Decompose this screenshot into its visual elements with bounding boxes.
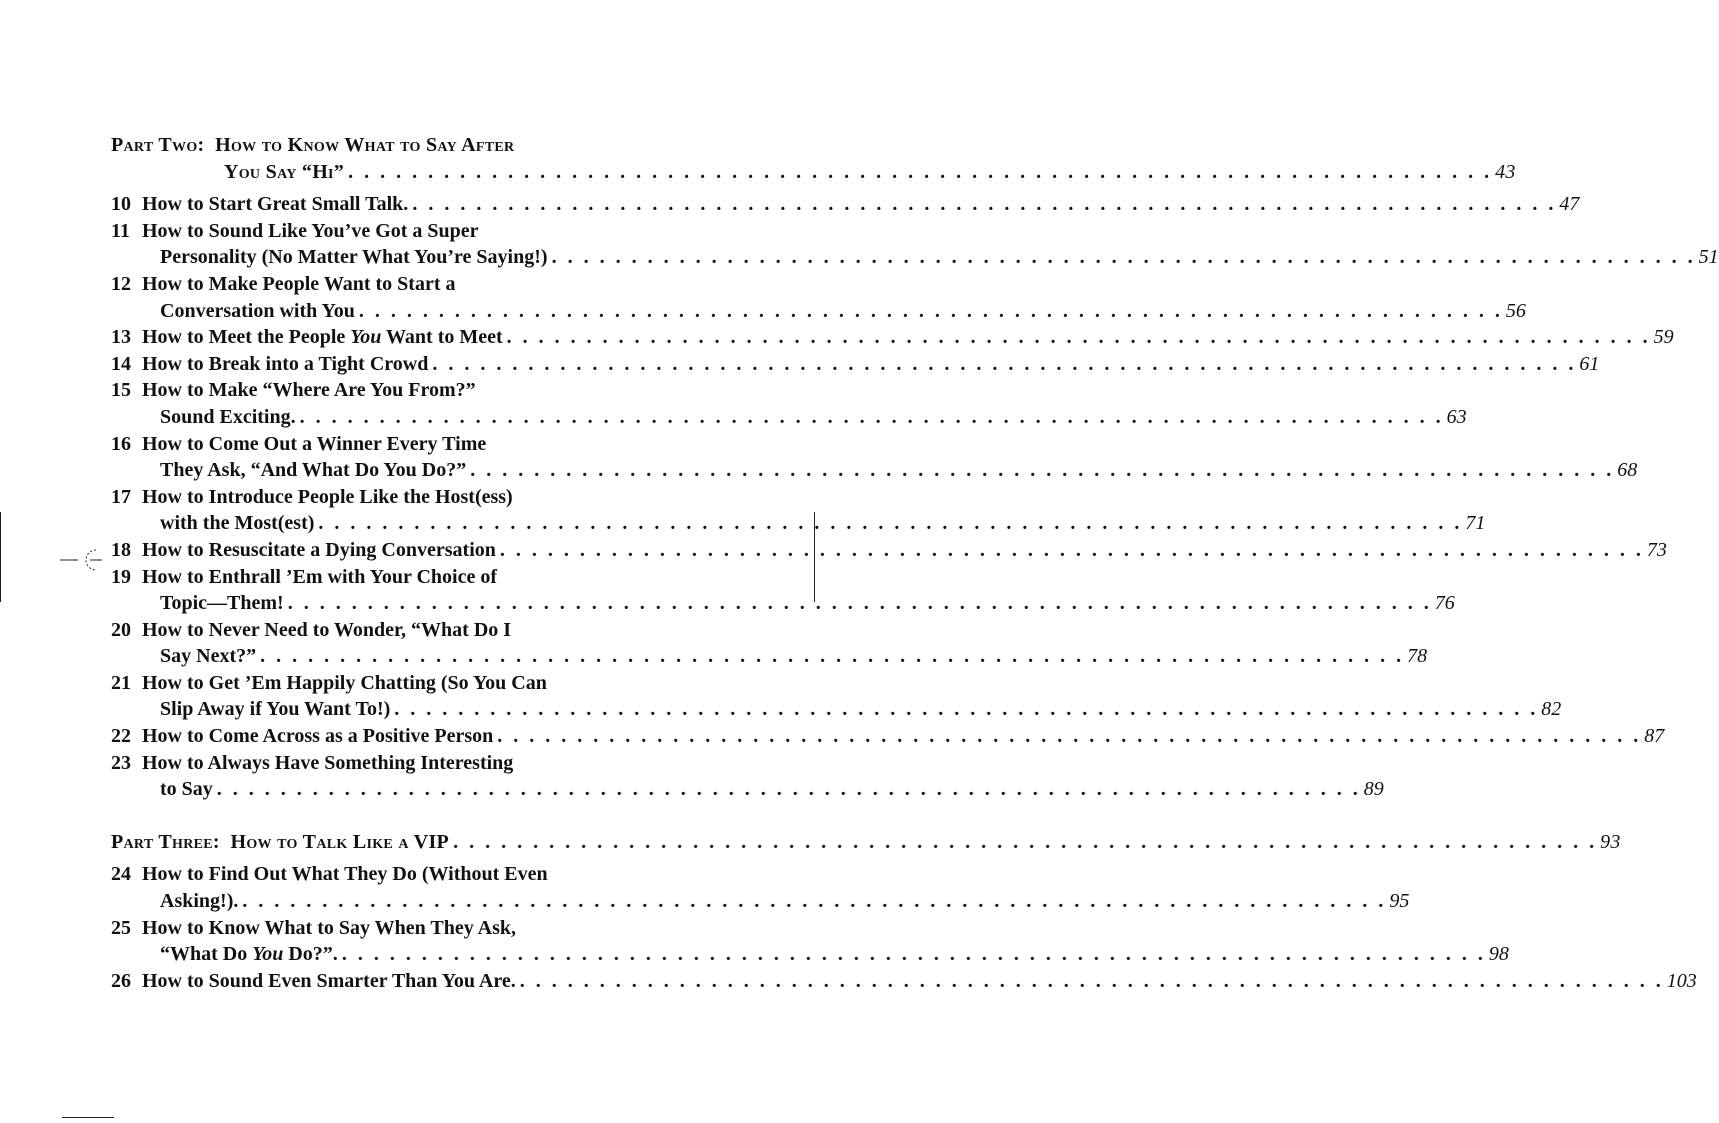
- part-two-label: Part Two:: [111, 134, 205, 156]
- chapter-title: How to Start Great Small Talk.: [142, 193, 409, 216]
- page-number: 51: [1698, 246, 1719, 269]
- chapter-title: How to Break into a Tight Crowd: [142, 352, 429, 375]
- chapter-number: 14: [111, 352, 131, 375]
- page-number: 61: [1579, 352, 1600, 375]
- chapter-title-cont: Say Next?”: [160, 645, 257, 668]
- chapter-number: 15: [111, 379, 131, 402]
- chapter-title: How to Know What to Say When They Ask,: [142, 916, 516, 939]
- dot-leader: . . . . . . . . . . . . . . . . . . . . . . . . . . . . . . . . . . . . . . . . . . . . . . . . . . . . . . . . . . . . . . . . . . . . . . . .: [358, 299, 1503, 322]
- page-number: 63: [1446, 405, 1467, 428]
- chapter-title: How to Resuscitate a Dying Conversation: [142, 538, 496, 561]
- toc-entry-21[interactable]: [111, 672, 685, 699]
- chapter-number: 25: [111, 916, 131, 939]
- page-number: 98: [1488, 943, 1509, 966]
- part-two-heading[interactable]: [111, 134, 685, 161]
- chapter-number: 18: [111, 538, 131, 561]
- dot-leader: . . . . . . . . . . . . . . . . . . . . . . . . . . . . . . . . . . . . . . . . . . . . . . . . . . . . . . . . . . . . . . . . . . . . . . . .: [519, 969, 1664, 992]
- toc-entry-23[interactable]: [111, 752, 685, 779]
- toc-entry-19-cont[interactable]: [111, 592, 1455, 619]
- toc-entry-20[interactable]: [111, 619, 685, 646]
- chapter-number: 26: [111, 969, 131, 992]
- toc-entry-21-cont[interactable]: [111, 698, 1562, 725]
- chapter-title-cont: to Say: [160, 778, 213, 801]
- dot-leader: . . . . . . . . . . . . . . . . . . . . . . . . . . . . . . . . . . . . . . . . . . . . . . . . . . . . . . . . . . . . . . . . . . . . . . . .: [453, 830, 1598, 853]
- part-three-title-wrap: [111, 831, 449, 854]
- part-three-heading[interactable]: [111, 830, 1621, 858]
- toc-entry-15-cont[interactable]: [111, 405, 1467, 433]
- dot-leader: . . . . . . . . . . . . . . . . . . . . . . . . . . . . . . . . . . . . . . . . . . . . . . . . . . . . . . . . . . . . . . . . . . . . . . . .: [497, 725, 1642, 748]
- toc-entry-11[interactable]: [111, 220, 685, 247]
- chapter-title: How to Make People Want to Start a: [142, 272, 456, 295]
- page-number: 103: [1666, 969, 1697, 992]
- toc-entry-20-cont[interactable]: [111, 645, 1428, 672]
- chapter-number: 22: [111, 725, 131, 748]
- chapter-title: How to Enthrall ’Em with Your Choice of: [142, 565, 497, 588]
- toc-entry-24-cont[interactable]: [111, 890, 1410, 917]
- toc-entry-11-cont[interactable]: [111, 246, 1719, 273]
- chapter-title-cont: Slip Away if You Want To!): [160, 698, 391, 721]
- chapter-title: How to Always Have Something Interesting: [142, 751, 514, 774]
- dot-leader: . . . . . . . . . . . . . . . . . . . . . . . . . . . . . . . . . . . . . . . . . . . . . . . . . . . . . . . . . . . . . . . . . . . . . . . .: [341, 943, 1486, 966]
- page-number: 68: [1617, 459, 1638, 482]
- chapter-title-pre: “What Do: [160, 943, 253, 966]
- dot-leader: . . . . . . . . . . . . . . . . . . . . . . . . . . . . . . . . . . . . . . . . . . . . . . . . . . . . . . . . . . . . . . . . . . . . . . . .: [318, 512, 1463, 535]
- chapter-number: 13: [111, 326, 131, 349]
- dot-leader: . . . . . . . . . . . . . . . . . . . . . . . . . . . . . . . . . . . . . . . . . . . . . . . . . . . . . . . . . . . . . . . . . . . . . . . .: [470, 459, 1615, 482]
- chapter-number: 11: [111, 219, 130, 242]
- chapter-title-cont: Topic—Them!: [160, 592, 284, 615]
- toc-entry-16[interactable]: [111, 433, 685, 460]
- chapter-title: How to Make “Where Are You From?”: [142, 379, 476, 402]
- chapter-number: 19: [111, 565, 131, 588]
- page-number: 93: [1600, 830, 1621, 853]
- toc-entry-22[interactable]: [111, 725, 1665, 752]
- chapter-title: How to Never Need to Wonder, “What Do I: [142, 618, 512, 641]
- toc-entry-14[interactable]: [111, 352, 1600, 380]
- toc-entry-10[interactable]: [111, 193, 1580, 220]
- dot-leader: . . . . . . . . . . . . . . . . . . . . . . . . . . . . . . . . . . . . . . . . . . . . . . . . . . . . . . . . . . . . . . . . . . . . . . . .: [348, 160, 1493, 183]
- chapter-title-cont: They Ask, “And What Do You Do?”: [160, 459, 467, 482]
- chapter-title-cont: Conversation with You: [160, 299, 355, 322]
- crop-mark-left: [0, 512, 1, 602]
- dot-leader: . . . . . . . . . . . . . . . . . . . . . . . . . . . . . . . . . . . . . . . . . . . . . . . . . . . . . . . . . . . . . . . . . . . . . . . .: [499, 538, 1644, 561]
- chapter-number: 16: [111, 432, 131, 455]
- part-two-title-line1: How to Know What to Say After: [215, 134, 515, 156]
- part-three-title: How to Talk Like a VIP: [230, 830, 450, 853]
- dot-leader: . . . . . . . . . . . . . . . . . . . . . . . . . . . . . . . . . . . . . . . . . . . . . . . . . . . . . . . . . . . . . . . . . . . . . . . .: [299, 405, 1444, 428]
- chapter-title: How to Come Across as a Positive Person: [142, 725, 494, 748]
- page-number: 71: [1465, 512, 1486, 535]
- toc-entry-17-cont[interactable]: [111, 512, 1486, 539]
- dot-leader: . . . . . . . . . . . . . . . . . . . . . . . . . . . . . . . . . . . . . . . . . . . . . . . . . . . . . . . . . . . . . . . . . . . . . . . .: [287, 592, 1432, 615]
- dot-leader: . . . . . . . . . . . . . . . . . . . . . . . . . . . . . . . . . . . . . . . . . . . . . . . . . . . . . . . . . . . . . . . . . . . . . . . .: [242, 890, 1387, 913]
- chapter-title-post: Want to Meet: [381, 326, 503, 349]
- toc-entry-26[interactable]: [111, 969, 1697, 997]
- chapter-title-emphasis: You: [350, 326, 382, 349]
- chapter-number: 17: [111, 485, 131, 508]
- chapter-number: 24: [111, 863, 131, 886]
- toc-entry-13[interactable]: [111, 326, 1674, 353]
- toc-entry-18[interactable]: [111, 538, 1667, 566]
- toc-entry-12-cont[interactable]: [111, 299, 1526, 327]
- toc-entry-23-cont[interactable]: [111, 778, 1384, 805]
- chapter-title: How to Sound Even Smarter Than You Are.: [142, 969, 516, 992]
- page-number: 87: [1644, 725, 1665, 748]
- page-number: 47: [1559, 193, 1580, 216]
- chapter-number: 10: [111, 193, 131, 216]
- toc-entry-15[interactable]: [111, 379, 685, 406]
- toc-entry-24[interactable]: [111, 863, 685, 890]
- toc-entry-25[interactable]: [111, 917, 685, 944]
- chapter-title-cont: Asking!).: [160, 890, 239, 913]
- part-three-label: Part Three:: [111, 830, 220, 853]
- bottom-rule: [62, 1117, 114, 1118]
- chapter-title-pre: How to Meet the People: [142, 326, 351, 349]
- chapter-title: How to Get ’Em Happily Chatting (So You Can: [142, 671, 547, 694]
- chapter-title: How to Introduce People Like the Host(ess): [142, 485, 513, 508]
- chapter-title-cont: Personality (No Matter What You’re Saying!): [160, 246, 548, 269]
- page-number: 95: [1389, 890, 1410, 913]
- part-two-title-line2: You Say “Hi”: [224, 160, 345, 183]
- dot-leader: . . . . . . . . . . . . . . . . . . . . . . . . . . . . . . . . . . . . . . . . . . . . . . . . . . . . . . . . . . . . . . . . . . . . . . . .: [394, 698, 1539, 721]
- chapter-title-post: Do?”.: [283, 943, 338, 966]
- dot-leader: . . . . . . . . . . . . . . . . . . . . . . . . . . . . . . . . . . . . . . . . . . . . . . . . . . . . . . . . . . . . . . . . . . . . . . . .: [412, 193, 1557, 216]
- dot-leader: . . . . . . . . . . . . . . . . . . . . . . . . . . . . . . . . . . . . . . . . . . . . . . . . . . . . . . . . . . . . . . . . . . . . . . . .: [432, 352, 1577, 375]
- dot-leader: . . . . . . . . . . . . . . . . . . . . . . . . . . . . . . . . . . . . . . . . . . . . . . . . . . . . . . . . . . . . . . . . . . . . . . . .: [216, 778, 1361, 801]
- page-number: 43: [1495, 160, 1516, 183]
- page-number: 56: [1505, 299, 1526, 322]
- chapter-title: How to Find Out What They Do (Without Even: [142, 863, 548, 886]
- page-number: 82: [1541, 698, 1562, 721]
- chapter-title-emphasis: You: [252, 943, 284, 966]
- page-number: 78: [1407, 645, 1428, 668]
- dot-leader: . . . . . . . . . . . . . . . . . . . . . . . . . . . . . . . . . . . . . . . . . . . . . . . . . . . . . . . . . . . . . . . . . . . . . . . .: [260, 645, 1405, 668]
- chapter-title: How to Sound Like You’ve Got a Super: [142, 219, 479, 242]
- toc-entry-19[interactable]: [111, 566, 685, 593]
- toc-entry-25-cont[interactable]: [111, 943, 1509, 970]
- chapter-number: 12: [111, 272, 131, 295]
- table-of-contents: [111, 134, 1719, 996]
- chapter-number: 23: [111, 751, 131, 774]
- page-number: 89: [1363, 778, 1384, 801]
- toc-entry-16-cont[interactable]: [111, 459, 1638, 486]
- page-number: 73: [1646, 538, 1667, 561]
- chapter-title: How to Come Out a Winner Every Time: [142, 432, 487, 455]
- page-number: 59: [1653, 326, 1674, 349]
- dot-leader: . . . . . . . . . . . . . . . . . . . . . . . . . . . . . . . . . . . . . . . . . . . . . . . . . . . . . . . . . . . . . . . . . . . . . . . .: [551, 246, 1696, 269]
- chapter-title: [142, 326, 503, 349]
- part-two-heading-cont[interactable]: [111, 160, 1516, 188]
- chapter-title-cont: with the Most(est): [160, 512, 315, 535]
- chapter-title-cont: [160, 943, 338, 966]
- page-number: 76: [1434, 592, 1455, 615]
- toc-entry-12[interactable]: [111, 273, 685, 300]
- chapter-title-cont: Sound Exciting.: [160, 405, 296, 428]
- toc-entry-17[interactable]: [111, 486, 685, 513]
- chapter-number: 20: [111, 618, 131, 641]
- registration-mark-icon: [58, 542, 102, 572]
- dot-leader: . . . . . . . . . . . . . . . . . . . . . . . . . . . . . . . . . . . . . . . . . . . . . . . . . . . . . . . . . . . . . . . . . . . . . . . .: [506, 326, 1651, 349]
- chapter-number: 21: [111, 671, 131, 694]
